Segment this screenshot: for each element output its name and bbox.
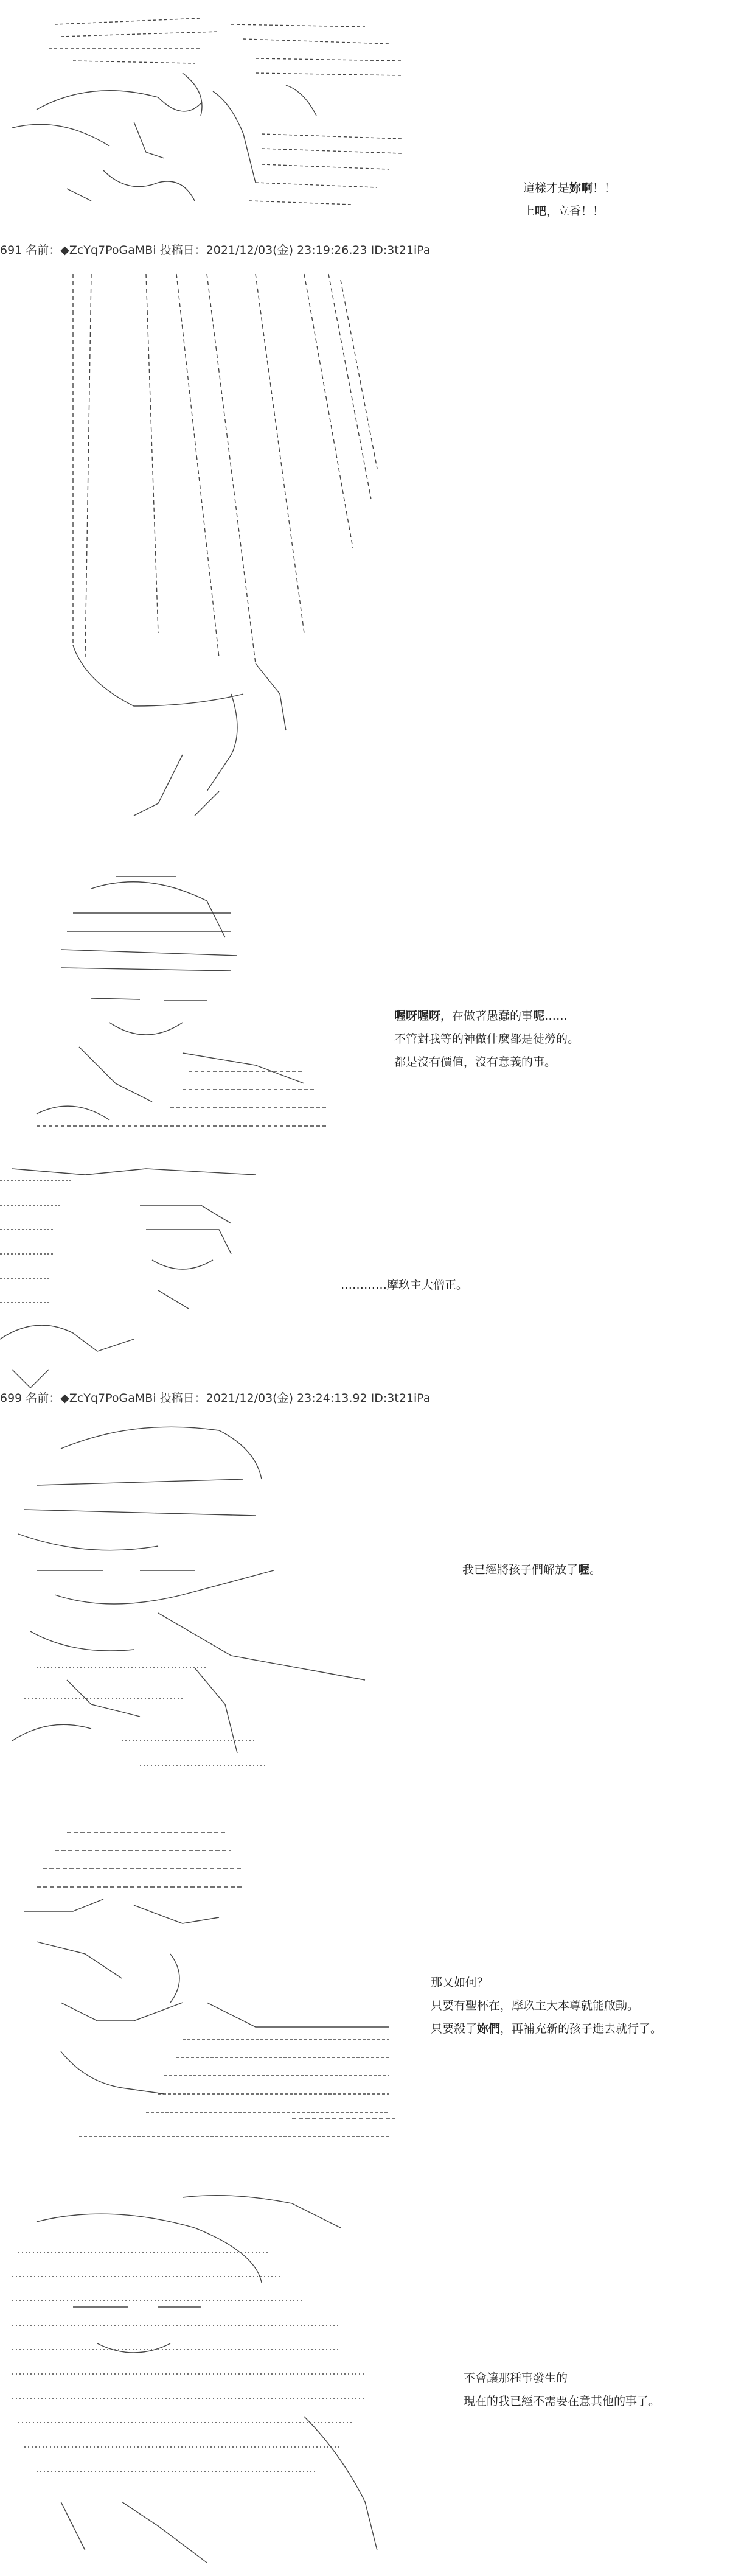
dialog-line (394, 1027, 579, 1051)
dialog-text: 不會讓那種事發生的 (464, 2371, 568, 2385)
dialog-block (462, 1558, 601, 1581)
dialog-text-emphasis: 妳們 (477, 2022, 501, 2035)
dialog-text: 這樣才是 (523, 181, 570, 195)
dialog-text: ，立香！！ (546, 205, 605, 218)
dialog-block (394, 1004, 579, 1074)
dialog-text: ，再補充新的孩子進去就行了。 (500, 2022, 662, 2035)
post-header: 699 名前：◆ZcYq7PoGaMBi 投稿日：2021/12/03(金) 23:24:13.92 ID:3t21iPa (0, 1391, 431, 1405)
dialog-text-emphasis: 喔呀喔呀 (394, 1009, 441, 1023)
ascii-art-monk-grin (0, 1820, 401, 2149)
dialog-line (431, 1971, 662, 1994)
dialog-text: ，在做著愚蠢的事 (440, 1009, 534, 1023)
dialog-text: 。 (589, 1563, 602, 1577)
post-header: 691 名前：◆ZcYq7PoGaMBi 投稿日：2021/12/03(金) 23:19:26.23 ID:3t21iPa (0, 243, 431, 257)
dialog-block (464, 2367, 660, 2413)
dialog-block (431, 1971, 662, 2040)
dialog-line (431, 2017, 662, 2040)
dialog-line (464, 2367, 660, 2390)
dialog-text: 我已經將孩子們解放了 (462, 1563, 579, 1577)
dialog-line (394, 1004, 579, 1027)
ascii-art-hanging-figure (0, 268, 401, 846)
ascii-art-girl-smiling (0, 1412, 389, 1790)
dialog-text-emphasis: 喔 (578, 1563, 590, 1577)
dialog-text: 不管對我等的神做什麼都是徒勞的。 (394, 1032, 580, 1046)
dialog-line (464, 2390, 660, 2413)
dialog-line (431, 1994, 662, 2017)
dialog-line (341, 1273, 468, 1297)
dialog-text-emphasis: 妳啊 (569, 181, 593, 195)
dialog-line (523, 200, 616, 223)
dialog-text: …………摩玖主大僧正。 (341, 1278, 468, 1292)
dialog-block (341, 1273, 468, 1297)
dialog-text: …… (544, 1009, 568, 1023)
dialog-line (462, 1558, 601, 1581)
dialog-text: 那又如何？ (431, 1976, 489, 1989)
ascii-art-fate-woman-wind (0, 0, 414, 219)
ascii-art-monk-smiling (0, 864, 341, 1138)
dialog-text-emphasis: 吧 (535, 205, 547, 218)
dialog-line (523, 177, 616, 200)
dialog-text: 現在的我已經不需要在意其他的事了。 (464, 2395, 661, 2408)
dialog-text: ！！ (593, 181, 616, 195)
ascii-art-monk-closeup (0, 1157, 341, 1388)
ascii-art-girl-determined (0, 2185, 401, 2575)
dialog-text: 只要有聖杯在，摩玖主大本尊就能啟動。 (431, 1999, 639, 2012)
dialog-text: 只要殺了 (431, 2022, 478, 2035)
dialog-block (523, 177, 616, 223)
dialog-text: 都是沒有價值，沒有意義的事。 (394, 1055, 557, 1069)
dialog-line (394, 1051, 579, 1074)
dialog-text-emphasis: 呢 (533, 1009, 545, 1023)
dialog-text: 上 (523, 205, 535, 218)
